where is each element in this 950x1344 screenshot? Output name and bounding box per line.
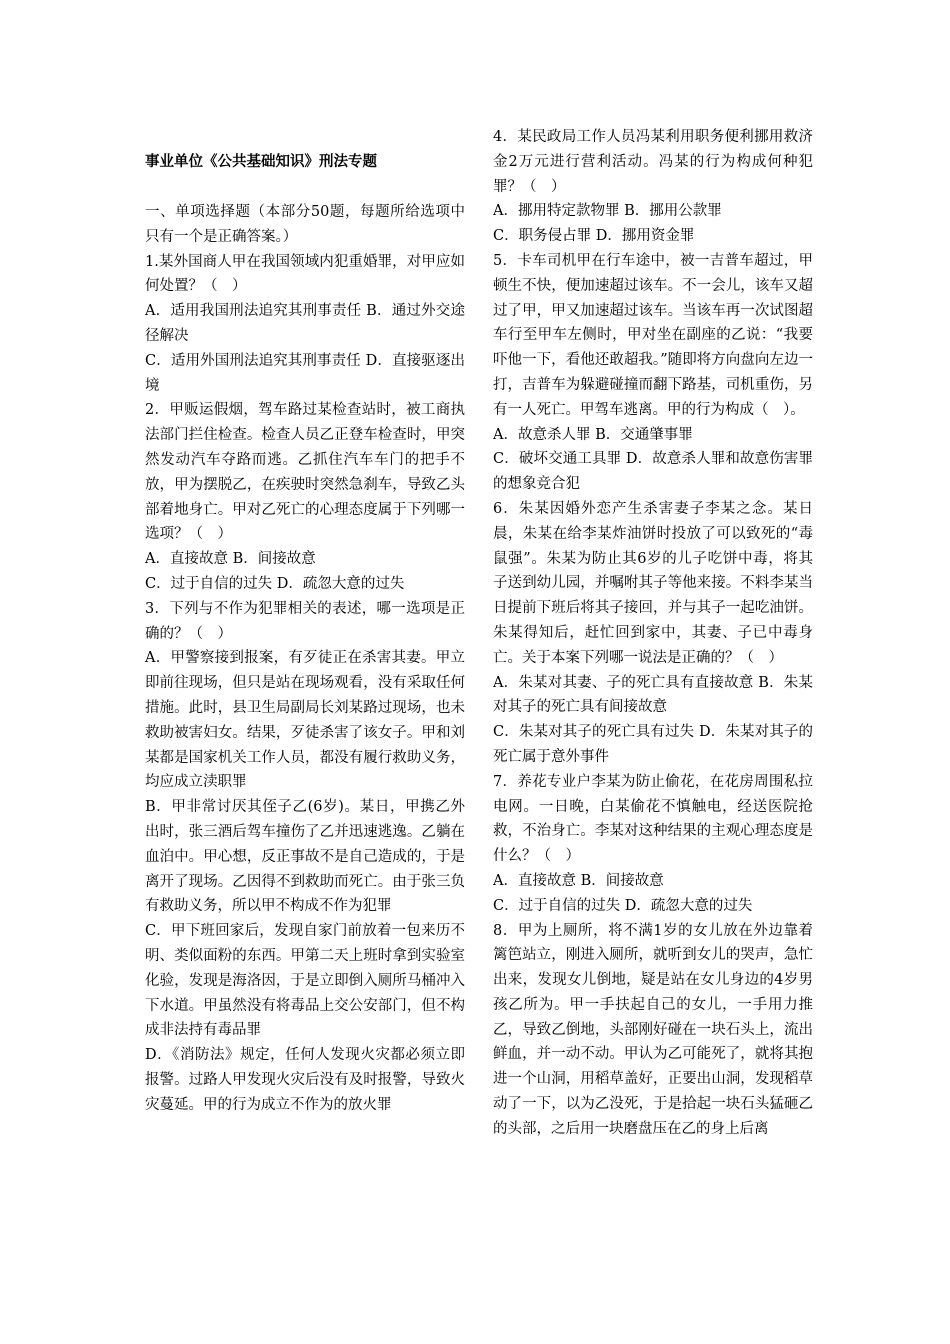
question-4-options-ab: A．挪用特定款物罪 B．挪用公款罪 <box>493 203 722 220</box>
question-3-option-b: B．甲非常讨厌其侄子乙(6岁)。某日，甲携乙外出时，张三酒后驾车撞伤了乙并迅速逃逸。乙躺在血泊中。甲心想，反正事故不是自己造成的，于是离开了现场。乙因得不到救助而死亡。由于张三负有救助义务，所以甲不构成不作为犯罪 <box>145 799 465 915</box>
question-7: 7．养花专业户李某为防止偷花，在花房周围私拉电网。一日晚，白某偷花不慎触电，经送医院抢救，不治身亡。李某对这种结果的主观心理态度是什么？（ ） <box>493 773 813 865</box>
question-6-options-cd: C．朱某对其子的死亡具有过失 D．朱某对其子的死亡属于意外事件 <box>493 724 813 765</box>
question-5-options-ab: A．故意杀人罪 B．交通肇事罪 <box>493 426 693 443</box>
section-heading: 一、单项选择题（本部分50题，每题所给选项中只有一个是正确答案。） <box>145 204 465 245</box>
question-5-options-cd: C．破坏交通工具罪 D．故意杀人罪和故意伤害罪的想象竞合犯 <box>493 451 813 493</box>
question-4: 4．某民政局工作人员冯某利用职务便利挪用救济金2万元进行营利活动。冯某的行为构成何种犯罪？（ ） <box>493 129 813 195</box>
question-2-options-ab: A．直接故意 B．间接故意 <box>145 551 316 568</box>
question-1-options-cd: C．适用外国刑法追究其刑事责任 D．直接驱逐出境 <box>145 352 465 394</box>
question-5: 5．卡车司机甲在行车途中，被一吉普车超过，甲顿生不快，便加速超过该车。不一会儿，该车又超过了甲，甲又加速超过该车。当该车再一次试图超车行至甲车左侧时，甲对坐在副座的乙说：“我要吓他一下，看他还敢超我。”随即将方向盘向左边一打，吉普车为躲避碰撞而翻下路基，司机重伤，另有一人死亡。甲驾车逃离。甲的行为构成（ ）。 <box>493 252 813 418</box>
question-7-options-ab: A．直接故意 B．间接故意 <box>493 872 664 889</box>
question-3-option-c: C．甲下班回家后，发现自家门前放着一包来历不明、类似面粉的东西。甲第二天上班时拿到实验室化验，发现是海洛因，于是立即倒入厕所马桶冲入下水道。甲虽然没有将毒品上交公安部门，但不构成非法持有毒品罪 <box>145 923 465 1039</box>
right-column <box>493 0 813 1142</box>
question-1-options-ab: A．适用我国刑法追究其刑事责任 B．通过外交途径解决 <box>145 303 465 344</box>
question-2: 2．甲贩运假烟，驾车路过某检查站时，被工商执法部门拦住检查。检查人员乙正登车检查时，甲突然发动汽车夺路而逃。乙抓住汽车车门的把手不放，甲为摆脱乙，在疾驶时突然急刹车，导致乙头部着地身亡。甲对乙死亡的心理态度属于下列哪一选项？（ ） <box>145 402 465 543</box>
question-6-options-ab: A．朱某对其妻、子的死亡具有直接故意 B．朱某对其子的死亡具有间接故意 <box>493 674 813 716</box>
question-3-option-d: D．《消防法》规定，任何人发现火灾都必须立即报警。过路人甲发现火灾后没有及时报警，导致火灾蔓延。甲的行为成立不作为的放火罪 <box>145 1047 465 1113</box>
question-3: 3．下列与不作为犯罪相关的表述，哪一选项是正确的？（ ） <box>145 600 465 642</box>
question-1: 1.某外国商人甲在我国领域内犯重婚罪，对甲应如何处置？（ ） <box>145 253 465 295</box>
question-8: 8．甲为上厕所，将不满1岁的女儿放在外边靠着篱笆站立，刚进入厕所，就听到女儿的哭声，急忙出来，发现女儿倒地，疑是站在女儿身边的4岁男孩乙所为。甲一手扶起自己的女儿，一手用力推乙，导致乙倒地，头部刚好碰在一块石头上，流出鲜血，并一动不动。甲认为乙可能死了，就将其抱进一个山洞，用稻草盖好，正要出山洞，发现稻草动了一下，以为乙没死，于是拾起一块石头猛砸乙的头部，之后用一块磨盘压在乙的身上后离 <box>493 922 813 1137</box>
document-title: 事业单位《公共基础知识》刑法专题 <box>145 153 377 170</box>
question-7-options-cd: C．过于自信的过失 D．疏忽大意的过失 <box>493 897 753 914</box>
question-6: 6．朱某因婚外恋产生杀害妻子李某之念。某日晨，朱某在给李某炸油饼时投放了可以致死的“毒鼠强”。朱某为防止其6岁的儿子吃饼中毒，将其子送到幼儿园，并嘱咐其子等他来接。不料李某当日提前下班后将其子接回，并与其子一起吃油饼。朱某得知后，赶忙回到家中，其妻、子已中毒身亡。关于本案下列哪一说法是正确的？（ ） <box>493 500 813 666</box>
question-2-options-cd: C．过于自信的过失 D．疏忽大意的过失 <box>145 575 405 592</box>
question-4-options-cd: C．职务侵占罪 D．挪用资金罪 <box>493 228 695 245</box>
left-column <box>145 0 465 1117</box>
question-3-option-a: A．甲警察接到报案，有歹徒正在杀害其妻。甲立即前往现场，但只是站在现场观看，没有采取任何措施。此时，县卫生局副局长刘某路过现场，也未救助被害妇女。结果，歹徒杀害了该女子。甲和刘某都是国家机关工作人员，都没有履行救助义务，均应成立渎职罪 <box>145 650 465 791</box>
